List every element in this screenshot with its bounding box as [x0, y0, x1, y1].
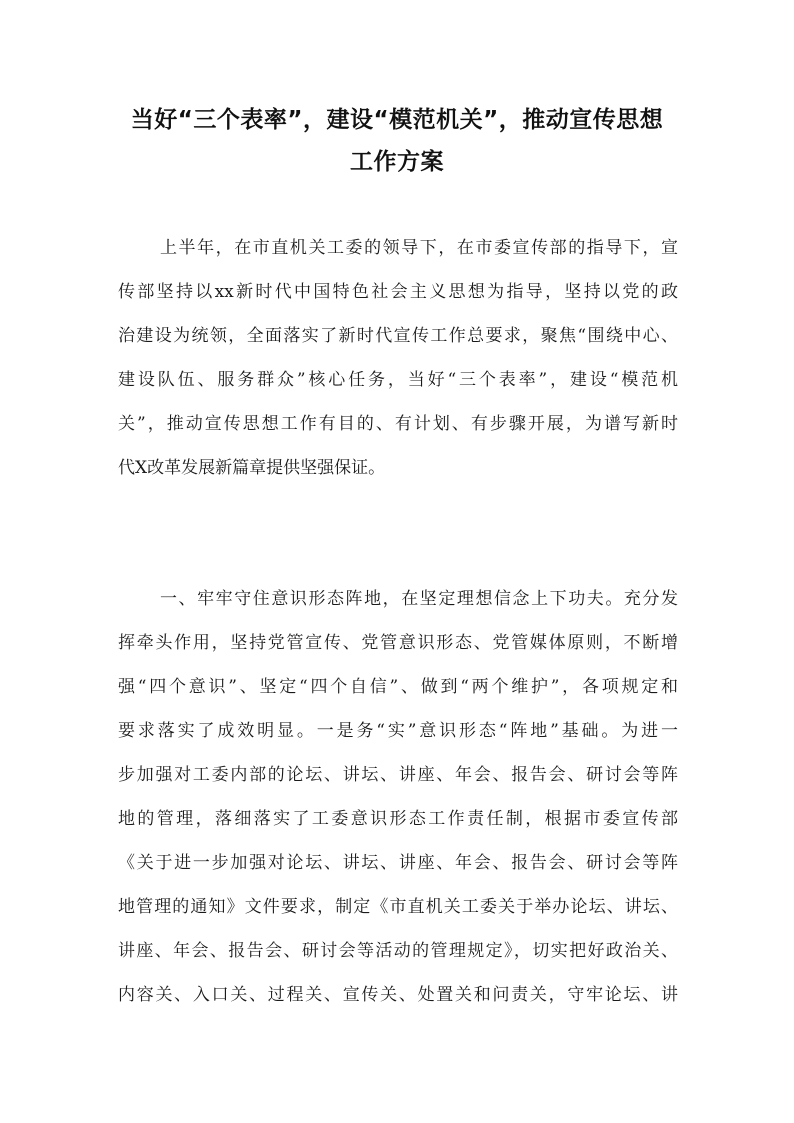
paragraph-line: 强“四个意识”、坚定“四个自信”、做到“两个维护”，各项规定和 — [118, 677, 678, 697]
document-title-line-1: 当好“三个表率”，建设“模范机关”，推动宣传思想 — [130, 107, 664, 133]
paragraph-line: 一、牢牢守住意识形态阵地，在坚定理想信念上下功夫。充分发 — [160, 589, 678, 609]
paragraph-line: 地的管理，落细落实了工委意识形态工作责任制，根据市委宣传部 — [118, 809, 678, 829]
paragraph-line: 要求落实了成效明显。一是务“实”意识形态“阵地”基础。为进一 — [118, 721, 678, 741]
paragraph-line: 讲座、年会、报告会、研讨会等活动的管理规定》，切实把好政治关、 — [118, 941, 678, 961]
paragraph-line: 《关于进一步加强对论坛、讲坛、讲座、年会、报告会、研讨会等阵 — [118, 853, 678, 873]
paragraph-line: 上半年，在市直机关工委的领导下，在市委宣传部的指导下，宣 — [160, 238, 678, 258]
paragraph-line: 代X改革发展新篇章提供坚强保证。 — [118, 458, 386, 478]
paragraph-line: 挥牵头作用，坚持党管宣传、党管意识形态、党管媒体原则，不断增 — [118, 633, 678, 653]
paragraph-line: 传部坚持以xx新时代中国特色社会主义思想为指导，坚持以党的政 — [118, 282, 678, 302]
paragraph-line: 关”，推动宣传思想工作有目的、有计划、有步骤开展，为谱写新时 — [118, 414, 678, 434]
document-title-line-2: 工作方案 — [350, 149, 444, 175]
paragraph-line: 建设队伍、服务群众”核心任务，当好“三个表率”，建设“模范机 — [118, 370, 678, 390]
paragraph-line: 地管理的通知》文件要求，制定《市直机关工委关于举办论坛、讲坛、 — [118, 897, 678, 917]
paragraph-line: 内容关、入口关、过程关、宣传关、处置关和问责关，守牢论坛、讲 — [118, 985, 678, 1005]
paragraph-line: 步加强对工委内部的论坛、讲坛、讲座、年会、报告会、研讨会等阵 — [118, 765, 678, 785]
paragraph-line: 治建设为统领，全面落实了新时代宣传工作总要求，聚焦“围绕中心、 — [118, 326, 678, 346]
